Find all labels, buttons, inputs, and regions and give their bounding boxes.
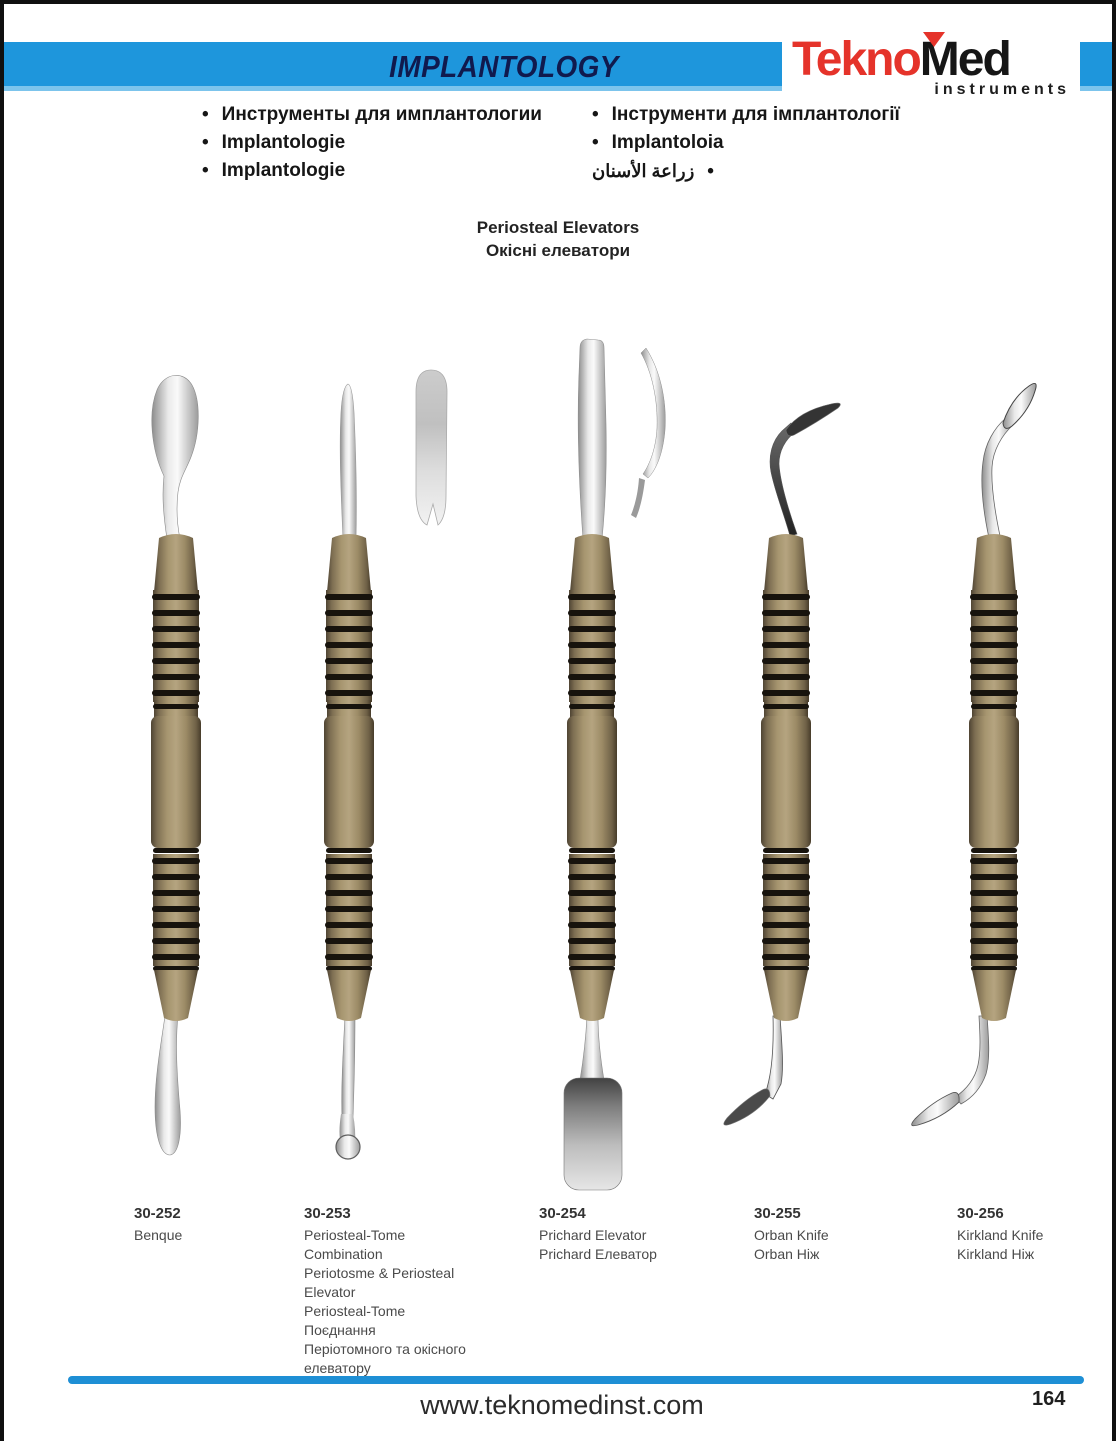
intro-text-ru: Инструменты для имплантологии	[221, 104, 542, 125]
product-name: Prichard Elevator	[539, 1227, 647, 1243]
logo-subtitle: instruments	[934, 81, 1070, 98]
product-name: Періотомного та окісного	[304, 1341, 466, 1357]
product-code: 30-256	[957, 1205, 1004, 1222]
product-code: 30-255	[754, 1205, 801, 1222]
list-item	[202, 101, 542, 129]
bullet-dot: •	[592, 132, 599, 153]
product-name: Поєднання	[304, 1322, 376, 1338]
product-name: Prichard Елеватор	[539, 1246, 657, 1262]
list-item	[592, 101, 900, 129]
product-name: Periosteal-Tome	[304, 1303, 406, 1319]
product-name: Kirkland Knife	[957, 1227, 1044, 1243]
list-item	[202, 129, 542, 157]
instruments-illustration	[4, 324, 1116, 1204]
intro-list-right	[592, 101, 900, 186]
product-name: Elevator	[304, 1284, 356, 1300]
bullet-dot: •	[202, 104, 209, 125]
product-label-30-256	[957, 1204, 1043, 1264]
footer-divider	[68, 1376, 1084, 1384]
product-label-30-255	[754, 1204, 829, 1264]
bullet-dot: •	[202, 132, 209, 153]
instrument-30-252	[151, 375, 201, 1155]
instrument-30-254	[564, 339, 665, 1190]
bullet-dot: •	[202, 160, 209, 181]
list-item	[592, 157, 900, 186]
product-name: Benque	[134, 1227, 183, 1243]
brand-logo	[782, 33, 1080, 106]
product-label-30-254	[539, 1204, 657, 1264]
intro-list-left	[202, 101, 542, 185]
product-name: Orban Knife	[754, 1227, 829, 1243]
product-label-30-253	[304, 1204, 466, 1378]
intro-text-es: Implantoloia	[611, 132, 724, 153]
intro-text-ar: زراعة الأسنان	[592, 161, 695, 181]
logo-text-tekno: Tekno	[792, 33, 920, 86]
product-name: Kirkland Ніж	[957, 1246, 1035, 1262]
section-title	[4, 216, 1112, 262]
list-item	[202, 157, 542, 185]
section-title-uk: Окісні елеватори	[485, 241, 631, 260]
instrument-30-255	[724, 403, 841, 1125]
instrument-30-256	[912, 383, 1037, 1125]
page-number: 164	[1032, 1388, 1066, 1410]
bullet-dot: •	[707, 161, 714, 182]
product-code: 30-252	[134, 1205, 181, 1222]
product-name: Orban Ніж	[754, 1246, 820, 1262]
tip-detail-30-254	[641, 348, 665, 478]
intro-text-fr: Implantologie	[221, 160, 346, 181]
product-code: 30-253	[304, 1205, 351, 1222]
section-title-en: Periosteal Elevators	[476, 218, 640, 237]
page-title: IMPLANTOLOGY	[389, 49, 619, 84]
product-label-30-252	[134, 1204, 182, 1245]
bullet-dot: •	[592, 104, 599, 125]
product-code: 30-254	[539, 1205, 586, 1222]
intro-text-uk: Інструменти для імплантології	[611, 104, 900, 125]
product-name: елеватору	[304, 1360, 371, 1376]
intro-text-de: Implantologie	[221, 132, 346, 153]
tip-detail-30-253	[416, 370, 447, 525]
logo-triangle-icon	[923, 32, 945, 47]
logo-wordmark	[792, 33, 1070, 86]
instrument-30-253	[324, 370, 447, 1159]
product-name: Periosteal-Tome	[304, 1227, 406, 1243]
website-url: www.teknomedinst.com	[420, 1390, 704, 1420]
list-item	[592, 129, 900, 157]
logo-text-med: Med	[919, 33, 1010, 86]
product-name: Combination	[304, 1246, 383, 1262]
product-name: Periotosme & Periosteal	[304, 1265, 455, 1281]
